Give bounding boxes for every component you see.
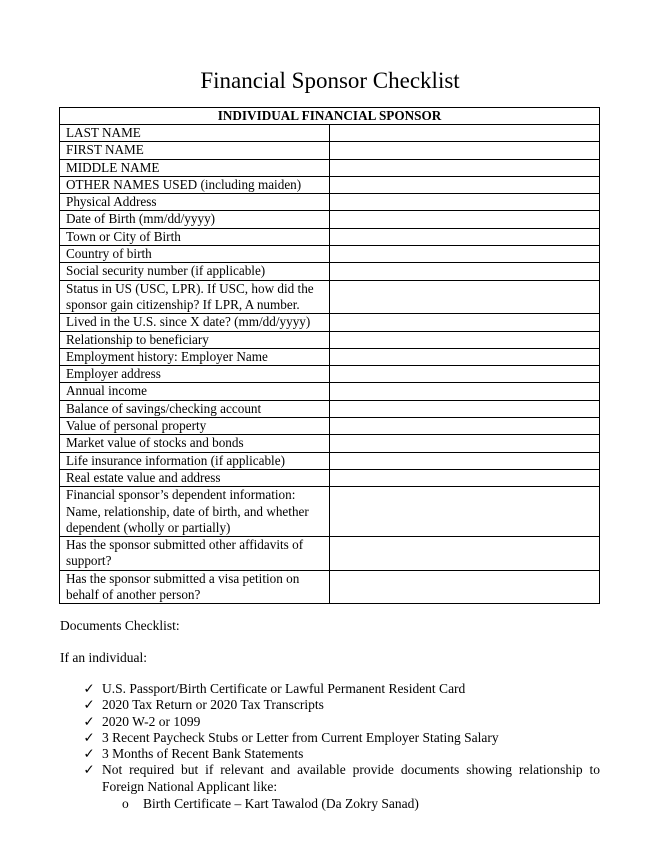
table-row (60, 194, 600, 211)
table-row (60, 487, 600, 537)
field-label: Physical Address (60, 194, 330, 211)
checklist-item (60, 697, 600, 713)
field-label: Value of personal property (60, 418, 330, 435)
table-row (60, 418, 600, 435)
field-value[interactable] (330, 176, 600, 193)
field-value[interactable] (330, 159, 600, 176)
checklist-item-text: 3 Recent Paycheck Stubs or Letter from Current Employer Stating Salary (102, 729, 499, 745)
field-value[interactable] (330, 383, 600, 400)
field-value[interactable] (330, 211, 600, 228)
sponsor-rows (60, 125, 600, 604)
table-row (60, 537, 600, 571)
field-value[interactable] (330, 537, 600, 571)
field-label: Employment history: Employer Name (60, 348, 330, 365)
field-value[interactable] (330, 263, 600, 280)
field-value[interactable] (330, 246, 600, 263)
documents-heading: Documents Checklist: (60, 618, 180, 633)
field-value[interactable] (330, 366, 600, 383)
field-label: Town or City of Birth (60, 228, 330, 245)
field-label: Life insurance information (if applicable) (60, 452, 330, 469)
documents-sub-list (60, 795, 600, 812)
field-label: Date of Birth (mm/dd/yyyy) (60, 211, 330, 228)
field-value[interactable] (330, 570, 600, 604)
field-value[interactable] (330, 194, 600, 211)
table-row (60, 159, 600, 176)
field-value[interactable] (330, 418, 600, 435)
field-label: Balance of savings/checking account (60, 400, 330, 417)
table-row (60, 570, 600, 604)
table-row (60, 246, 600, 263)
field-value[interactable] (330, 435, 600, 452)
field-value[interactable] (330, 331, 600, 348)
field-label: Social security number (if applicable) (60, 263, 330, 280)
checklist-item-text: Not required but if relevant and available provide documents showing relationship to Foreign National Applicant like: (102, 762, 600, 794)
field-label: MIDDLE NAME (60, 159, 330, 176)
checklist-item-text: 3 Months of Recent Bank Statements (102, 746, 304, 762)
field-value[interactable] (330, 452, 600, 469)
documents-intro: If an individual: (60, 650, 147, 665)
table-row (60, 211, 600, 228)
field-label: Relationship to beneficiary (60, 331, 330, 348)
table-row (60, 280, 600, 314)
checklist-item-text: 2020 Tax Return or 2020 Tax Transcripts (102, 697, 324, 713)
documents-checklist (60, 681, 600, 795)
field-value[interactable] (330, 125, 600, 142)
checklist-item-text: 2020 W-2 or 1099 (102, 713, 201, 729)
table-row (60, 263, 600, 280)
checklist-item (60, 730, 600, 746)
table-row (60, 142, 600, 159)
checklist-item (60, 762, 600, 795)
checklist-item (60, 714, 600, 730)
checkmark-icon: ✓ (83, 697, 95, 713)
field-label: Financial sponsor’s dependent information: Name, relationship, date of birth, and whether dependent (wholly or partially) (60, 487, 330, 537)
field-label: Annual income (60, 383, 330, 400)
field-label: LAST NAME (60, 125, 330, 142)
field-value[interactable] (330, 469, 600, 486)
field-label: Country of birth (60, 246, 330, 263)
sponsor-table (59, 107, 600, 604)
field-value[interactable] (330, 400, 600, 417)
circle-bullet-icon: o (122, 796, 129, 812)
table-row (60, 452, 600, 469)
documents-section (60, 617, 600, 812)
table-row (60, 383, 600, 400)
field-value[interactable] (330, 314, 600, 331)
field-label: Real estate value and address (60, 469, 330, 486)
field-label: Has the sponsor submitted other affidavits of support? (60, 537, 330, 571)
field-label: Status in US (USC, LPR). If USC, how did the sponsor gain citizenship? If LPR, A number. (60, 280, 330, 314)
field-value[interactable] (330, 142, 600, 159)
checklist-item (60, 681, 600, 697)
table-row (60, 125, 600, 142)
table-row (60, 400, 600, 417)
checkmark-icon: ✓ (83, 713, 95, 729)
table-row (60, 314, 600, 331)
checkmark-icon: ✓ (83, 746, 95, 762)
field-value[interactable] (330, 228, 600, 245)
field-label: OTHER NAMES USED (including maiden) (60, 176, 330, 193)
field-label: Has the sponsor submitted a visa petition on behalf of another person? (60, 570, 330, 604)
table-header: INDIVIDUAL FINANCIAL SPONSOR (60, 108, 600, 125)
field-label: FIRST NAME (60, 142, 330, 159)
page-title: Financial Sponsor Checklist (200, 68, 460, 93)
field-value[interactable] (330, 487, 600, 537)
field-label: Employer address (60, 366, 330, 383)
table-row (60, 228, 600, 245)
table-row (60, 176, 600, 193)
table-row (60, 469, 600, 486)
checkmark-icon: ✓ (83, 762, 95, 778)
table-row (60, 348, 600, 365)
checkmark-icon: ✓ (83, 681, 95, 696)
table-row (60, 435, 600, 452)
checklist-item (60, 746, 600, 762)
table-row (60, 366, 600, 383)
field-value[interactable] (330, 348, 600, 365)
checklist-item-text: U.S. Passport/Birth Certificate or Lawful Permanent Resident Card (102, 681, 466, 696)
checkmark-icon: ✓ (83, 729, 95, 745)
table-row (60, 331, 600, 348)
sub-list-item (60, 795, 600, 812)
field-label: Lived in the U.S. since X date? (mm/dd/yyyy) (60, 314, 330, 331)
field-value[interactable] (330, 280, 600, 314)
sub-list-item-text: Birth Certificate – Kart Tawalod (Da Zokry Sanad) (143, 796, 419, 812)
field-label: Market value of stocks and bonds (60, 435, 330, 452)
